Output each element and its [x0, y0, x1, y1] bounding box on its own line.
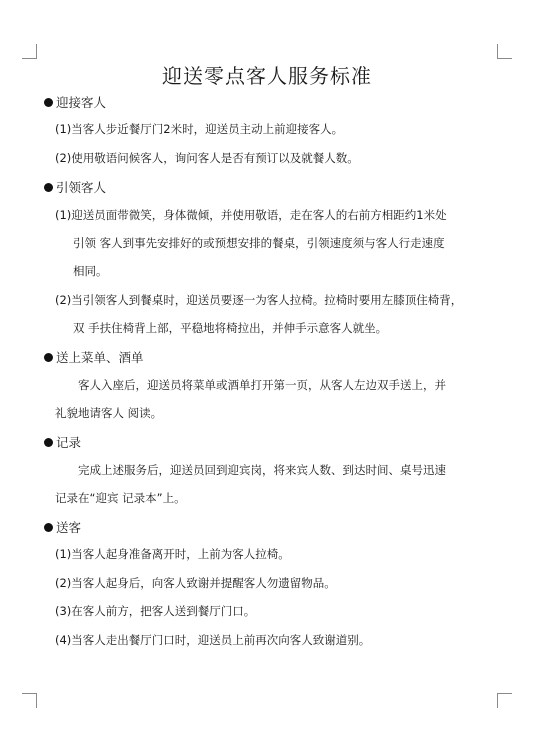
paragraph-line: 记录在“迎宾 记录本”上。	[55, 491, 186, 505]
section-heading-text: 引领客人	[56, 180, 107, 195]
list-item: (2)当客人起身后，向客人致谢并提醒客人勿遗留物品。	[55, 576, 336, 590]
list-item-continuation: 相同。	[73, 264, 108, 278]
section-heading	[44, 93, 106, 111]
list-item-continuation: 引领 客人到事先安排好的或预想安排的餐桌，引领速度须与客人行走速度	[73, 236, 445, 250]
page-corner-mark	[22, 44, 37, 59]
list-item: (2)当引领客人到餐桌时，迎送员要逐一为客人拉椅。拉椅时要用左膝顶住椅背，	[55, 293, 463, 307]
bullet-icon	[44, 438, 53, 447]
section-heading-text: 送客	[56, 520, 82, 535]
page-title: 迎送零点客人服务标准	[162, 64, 372, 88]
section-heading	[44, 433, 81, 451]
section-heading-text: 迎接客人	[56, 95, 107, 110]
list-item-continuation: 双 手扶住椅背上部，平稳地将椅拉出，并伸手示意客人就坐。	[73, 321, 388, 335]
list-item: (1)迎送员面带微笑，身体微倾，并使用敬语，走在客人的右前方相距约1米处	[55, 208, 447, 222]
bullet-icon	[44, 98, 53, 107]
bullet-icon	[44, 183, 53, 192]
page-corner-mark	[22, 693, 37, 708]
paragraph-line: 完成上述服务后，迎送员回到迎宾岗，将来宾人数、到达时间、桌号迅速	[78, 463, 446, 477]
paragraph-line: 礼貌地请客人 阅读。	[55, 406, 163, 420]
list-item: (1)当客人步近餐厅门2米时，迎送员主动上前迎接客人。	[55, 122, 344, 136]
list-item: (4)当客人走出餐厅门口时，迎送员上前再次向客人致谢道别。	[55, 633, 371, 647]
list-item: (2)使用敬语问候客人，询问客人是否有预订以及就餐人数。	[55, 151, 359, 165]
list-item: (1)当客人起身准备离开时，上前为客人拉椅。	[55, 547, 290, 561]
section-heading-text: 送上菜单、酒单	[56, 350, 144, 365]
page-corner-mark	[497, 693, 512, 708]
section-heading	[44, 178, 106, 196]
page-corner-mark	[497, 44, 512, 59]
bullet-icon	[44, 353, 53, 362]
section-heading	[44, 348, 144, 366]
list-item: (3)在客人前方，把客人送到餐厅门口。	[55, 604, 256, 618]
section-heading-text: 记录	[56, 435, 82, 450]
section-heading	[44, 518, 81, 536]
paragraph-line: 客人入座后，迎送员将菜单或酒单打开第一页，从客人左边双手送上，并	[78, 378, 446, 392]
bullet-icon	[44, 523, 53, 532]
